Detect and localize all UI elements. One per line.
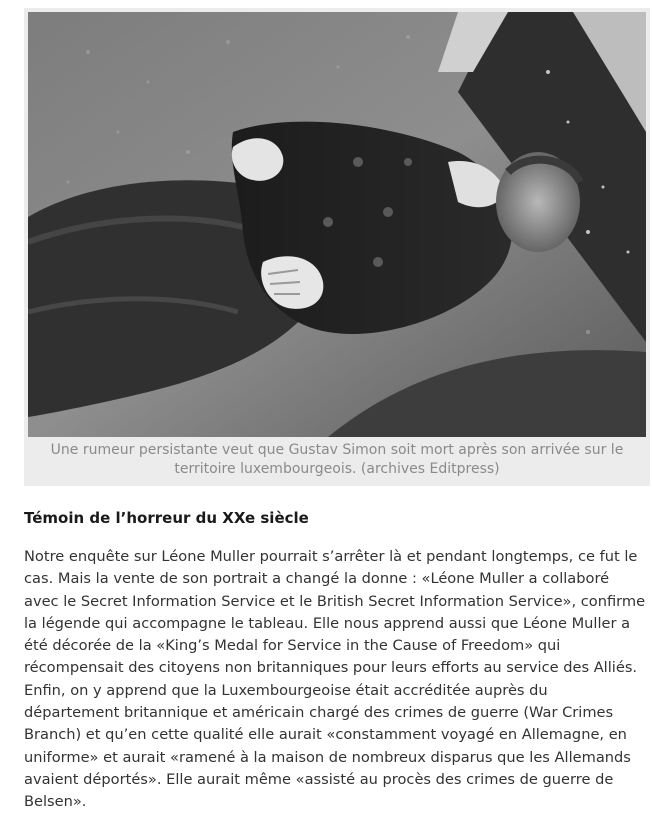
photo-caption: Une rumeur persistante veut que Gustav Simon soit mort après son arrivée sur le territoire luxembourgeois. (archives Editpress) [50,442,624,477]
article-paragraph: Notre enquête sur Léone Muller pourrait s’arrêter là et pendant longtemps, ce fut le cas. Mais la vente de son portrait a changé la donne : «Léone Muller a collaboré avec le Secret Information Service et le British Secret Information Service», confirme la légende qui accompagne le tableau. Elle nous apprend aussi que Léone Muller a été décorée de la «King’s Medal for Service in the Cause of Freedom» qui récompensait des citoyens non britanniques pour leurs efforts au service des Alliés. Enfin, on y apprend que la Luxembourgeoise était accréditée auprès du département britannique et américain chargé des crimes de guerre (War Crimes Branch) et qu’en cette qualité elle aurait «constamment voyagé en Allemagne, en uniforme» et aurait «ramené à la maison de nombreux disparus que les Allemands avaient déportés». Elle aurait même «assisté au procès des crimes de guerre de Belsen». [24,548,646,811]
archive-photo [28,12,646,437]
archive-photo-image [28,12,646,437]
section-heading: Témoin de l’horreur du XXe siècle [24,509,309,527]
article-figure [24,8,650,486]
